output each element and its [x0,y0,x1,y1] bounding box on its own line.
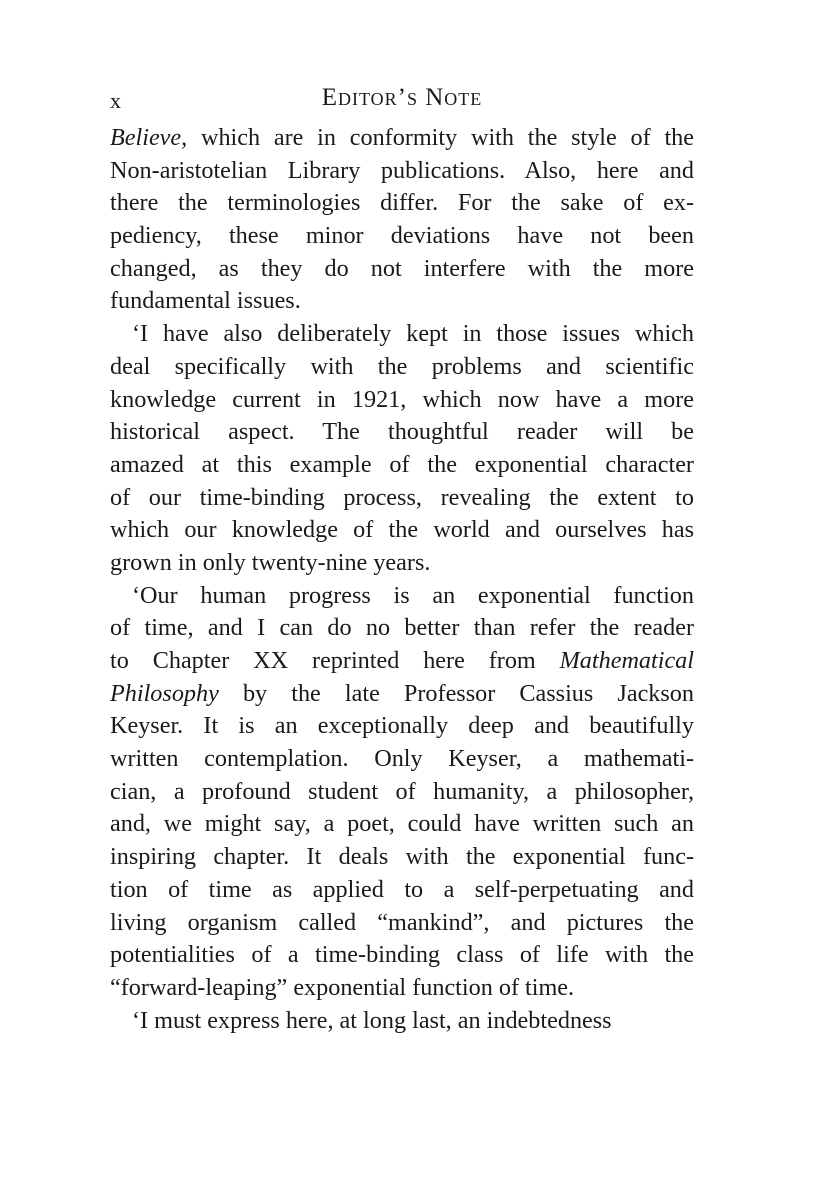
text-line [110,808,694,841]
text-line [110,678,694,711]
text-run: living organism called “mankind”, and pictures the [110,908,694,936]
text-run: written contemplation. Only Keyser, a mathemati- [110,745,694,773]
paragraph [110,580,694,1005]
text-line [110,939,694,972]
text-line [110,122,694,155]
body-text [110,122,694,1037]
text-line [110,580,694,613]
text-run: grown in only twenty-nine years. [110,548,431,576]
page-number: x [110,88,122,113]
text-line [110,449,694,482]
text-line [110,318,694,351]
text-line [110,285,694,318]
italic-text: Believe, [110,124,188,151]
text-run: Keyser. It is an exceptionally deep and beautifully [110,712,694,740]
text-run: ‘Our human progress is an exponential function [132,581,694,609]
text-line [110,384,694,417]
text-line [110,253,694,286]
text-run: historical aspect. The thoughtful reader will be [110,418,694,446]
running-head-title: Editor’s Note [321,84,483,111]
text-run: by the late Professor Cassius Jackson [218,679,694,707]
text-run: tion of time as applied to a self-perpetuating and [110,875,694,903]
text-run: cian, a profound student of humanity, a philosopher, [110,777,694,805]
text-line [110,776,694,809]
paragraph [110,1005,694,1038]
text-line [110,743,694,776]
text-line [110,220,694,253]
running-head [110,82,694,116]
text-run: Non-aristotelian Library publications. Also, here and [110,156,694,184]
text-line [110,155,694,188]
text-run: to Chapter XX reprinted here from [110,647,560,674]
text-line [110,547,694,580]
text-run: which our knowledge of the world and ourselves has [110,516,694,544]
text-run: deal specifically with the problems and scientific [110,352,694,380]
text-line [110,972,694,1005]
text-run: potentialities of a time-binding class of life with the [110,941,694,969]
text-line [110,710,694,743]
text-run: knowledge current in 1921, which now have a more [110,385,694,413]
text-run: of time, and I can do no better than refer the reader [110,614,694,642]
text-line [110,612,694,645]
paragraph [110,318,694,580]
text-run: which are in conformity with the style of the [187,124,694,151]
paragraph [110,122,694,318]
text-line [110,1005,694,1038]
text-line [110,645,694,678]
text-run: there the terminologies differ. For the sake of ex- [110,189,694,217]
text-run: and, we might say, a poet, could have written such an [110,810,694,838]
text-run: changed, as they do not interfere with the more [110,254,694,282]
text-line [110,187,694,220]
italic-text: Philosophy [110,679,219,707]
text-run: inspiring chapter. It deals with the exponential func- [110,843,694,871]
text-run: “forward-leaping” exponential function of time. [110,973,575,1001]
text-run: ‘I have also deliberately kept in those issues which [132,320,694,348]
text-line [110,416,694,449]
text-line [110,351,694,384]
text-run: amazed at this example of the exponential character [110,450,694,478]
text-line [110,874,694,907]
text-line [110,514,694,547]
italic-text: Mathematical [559,647,694,674]
text-run: ‘I must express here, at long last, an indebtedness [132,1006,612,1034]
book-page [110,82,694,1037]
text-line [110,907,694,940]
text-line [110,841,694,874]
text-line [110,482,694,515]
text-run: pediency, these minor deviations have not been [110,222,694,250]
text-run: of our time-binding process, revealing the extent to [110,483,694,511]
text-run: fundamental issues. [110,287,301,315]
